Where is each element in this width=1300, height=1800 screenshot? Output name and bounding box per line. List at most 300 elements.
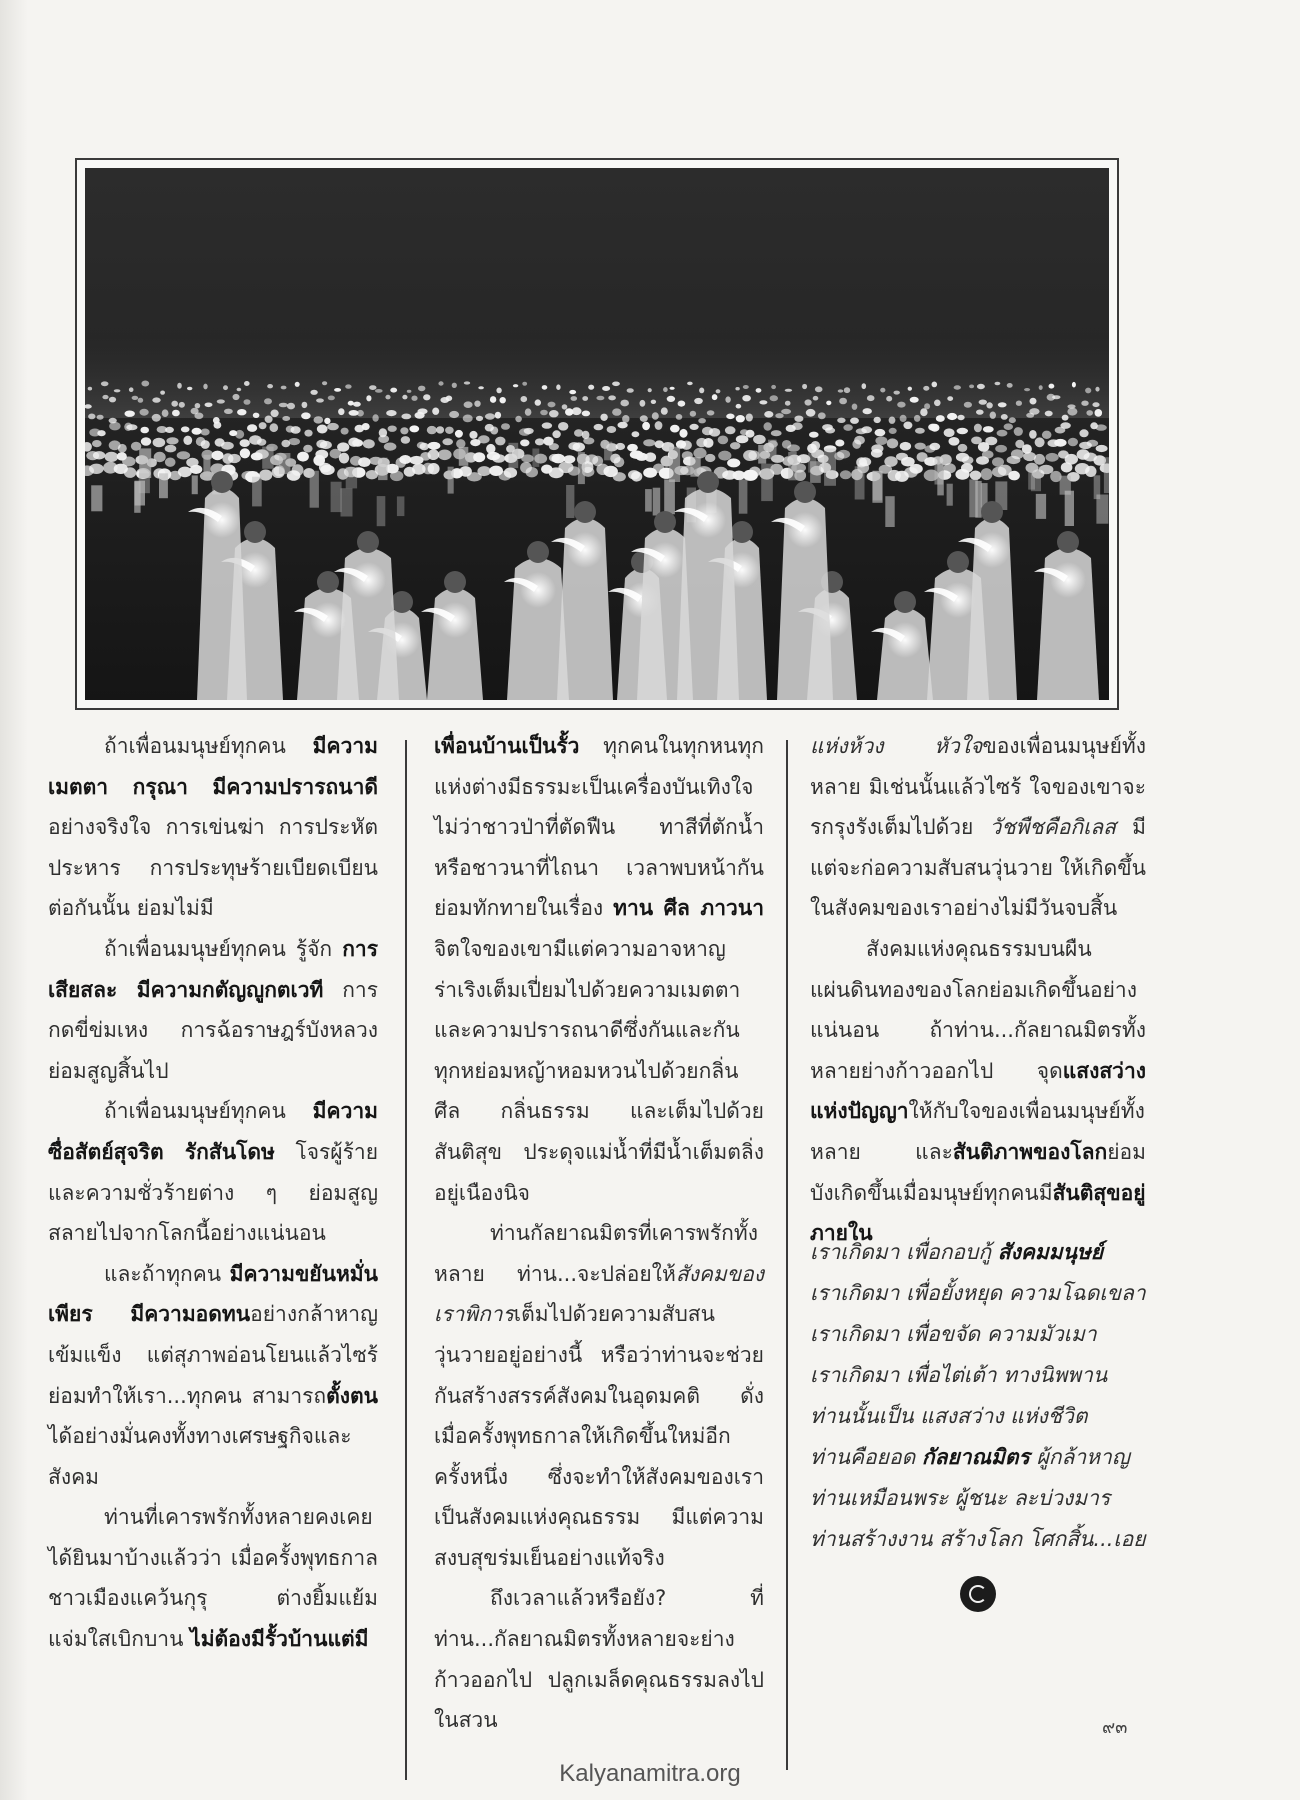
candle-light: [764, 411, 773, 418]
candle-light: [540, 410, 548, 416]
candle-light: [640, 415, 648, 422]
candle-light: [1039, 385, 1043, 390]
candle-light: [718, 436, 729, 445]
candle-light: [982, 450, 994, 458]
distant-figure: [937, 464, 944, 495]
bold-text: ไม่ต้องมีรั้วบ้านแต่มี: [190, 1627, 369, 1652]
bold-text: มีความขยันหมั่นเพียร มีความอดทน: [48, 1261, 378, 1327]
candle-light: [1024, 388, 1030, 391]
candle-light: [525, 408, 532, 415]
candle-light: [445, 427, 454, 434]
candle-light: [411, 396, 417, 401]
candle-light: [736, 404, 742, 409]
candle-light: [618, 422, 628, 429]
poem-line: ท่านเหมือนพระ ผู้ชนะ ละบ่วงมาร: [810, 1486, 1111, 1510]
candle-light: [1087, 440, 1098, 447]
candle-light: [818, 412, 826, 419]
candle-light: [957, 428, 968, 434]
candle-light: [194, 413, 203, 420]
candle-light: [345, 384, 351, 388]
candle-light: [736, 435, 749, 443]
worshipper-figure: [674, 471, 739, 700]
candle-light: [548, 402, 556, 408]
candle-light: [244, 399, 251, 405]
candle-light: [221, 442, 234, 450]
candle-light: [496, 388, 501, 394]
candle-light: [102, 395, 108, 399]
text-run: ผู้กล้าหาญ: [1029, 1445, 1130, 1469]
candle-light: [998, 402, 1007, 407]
candle-light: [651, 400, 656, 404]
candle-light: [897, 402, 905, 408]
candle-light: [1086, 410, 1093, 416]
candle-light: [521, 396, 528, 402]
distant-figure: [532, 449, 539, 467]
candle-light: [388, 426, 397, 432]
candle-light: [183, 436, 192, 445]
candle-light: [1052, 395, 1060, 399]
candle-light: [301, 412, 311, 419]
candle-light: [694, 398, 703, 404]
candle-light: [1042, 431, 1052, 439]
candle-light: [495, 437, 505, 446]
candle-light: [469, 431, 477, 439]
candle-light: [438, 381, 443, 385]
candle-light: [399, 455, 411, 464]
candle-light: [535, 438, 544, 445]
candle-light: [908, 387, 912, 391]
candle-light: [126, 424, 137, 430]
candle-light: [613, 472, 626, 481]
candle-light: [375, 389, 383, 393]
candle-light: [837, 450, 850, 459]
candle-light: [970, 471, 981, 481]
distant-figure: [1094, 475, 1101, 499]
distant-figure: [1028, 471, 1035, 489]
candle-light: [303, 445, 312, 453]
bold-text: การเสียสละ มีความกตัญญูกตเวที: [48, 936, 378, 1002]
candle-light: [400, 427, 408, 434]
site-watermark: Kalyanamitra.org: [559, 1760, 741, 1787]
candle-light: [932, 382, 938, 388]
candle-light: [977, 384, 985, 389]
distant-figure: [604, 442, 612, 461]
candle-light: [705, 454, 715, 462]
candle-light: [614, 457, 625, 467]
candle-light: [464, 401, 473, 408]
paragraph-5: [48, 1497, 378, 1659]
candle-light: [101, 381, 109, 386]
candle-light: [645, 452, 656, 462]
candle-light: [693, 448, 706, 459]
candle-light: [840, 470, 851, 479]
candle-light: [552, 454, 566, 464]
candle-light: [253, 413, 260, 418]
candle-light: [165, 427, 174, 433]
candle-light: [981, 468, 993, 480]
candle-light: [320, 441, 332, 449]
distant-figure: [690, 457, 700, 477]
candle-light: [223, 385, 228, 390]
candle-light: [1068, 438, 1078, 447]
candle-light: [281, 386, 287, 390]
candle-light: [620, 400, 629, 407]
candle-light: [775, 413, 783, 418]
candle-light: [152, 397, 160, 402]
candle-light: [1095, 424, 1106, 430]
candle-light: [378, 435, 389, 443]
candle-light: [88, 387, 92, 391]
candle-light: [165, 445, 177, 453]
text-run: ถ้าเพื่อนมนุษย์ทุกคน: [104, 734, 313, 758]
bold-text: เพื่อนบ้านเป็นรั้ว: [434, 734, 580, 758]
candle-light: [201, 429, 210, 436]
candle-light: [352, 439, 363, 446]
candle-light: [315, 450, 328, 460]
candle-light: [328, 396, 335, 401]
distant-figure: [139, 473, 150, 493]
text-run: ทุกคนในทุกหนทุกแห่งต่างมีธรรมะเป็นเครื่องบันเทิงใจ ไม่ว่าชาวป่าที่ตัดฟืน ทาสีที่ตักน้ำ หรือชาวนาที่ไถนา เวลาพบหน้ากันย่อมทักทายในเรื่อง: [434, 734, 764, 921]
distant-figure: [331, 482, 342, 512]
candle-light: [678, 401, 686, 407]
candle-light: [237, 409, 246, 415]
candle-light: [612, 382, 620, 387]
candle-light: [446, 396, 453, 402]
candle-light: [1034, 454, 1045, 465]
candle-light: [270, 423, 279, 432]
candle-light: [825, 427, 835, 433]
candle-light: [771, 430, 782, 436]
candle-light: [681, 441, 692, 450]
candle-light: [179, 402, 185, 408]
candle-light: [339, 453, 349, 464]
bold-text: กัลยาณมิตร: [921, 1445, 1030, 1469]
paragraph-3: [48, 1091, 378, 1253]
candle-light: [297, 452, 309, 462]
candle-light: [571, 396, 578, 401]
candle-light: [1085, 388, 1091, 394]
bold-text: มีความซื่อสัตย์สุจริต รักสันโดษ: [48, 1099, 378, 1164]
candle-light: [401, 414, 411, 420]
worshipper-figure: [871, 591, 933, 700]
text-run: ท่านกัลยาณมิตรที่เคารพรักทั้งหลาย ท่าน...จะปล่อยให้: [434, 1221, 758, 1286]
candle-light: [627, 388, 634, 393]
candle-light: [1072, 382, 1076, 388]
bold-text: สันติสุขอยู่ภายใน: [810, 1180, 1146, 1246]
candle-light: [979, 400, 987, 405]
candle-light: [813, 396, 819, 401]
candle-light: [524, 428, 534, 434]
candle-light: [889, 417, 896, 424]
candle-light: [264, 398, 272, 404]
candle-light: [178, 467, 192, 478]
distant-figure: [768, 440, 777, 459]
candle-light: [947, 413, 957, 420]
distant-figure: [397, 496, 405, 516]
candle-light: [341, 428, 349, 435]
candle-light: [477, 466, 491, 476]
candle-light: [600, 414, 607, 421]
candle-light: [837, 418, 845, 423]
distant-figure: [377, 496, 386, 526]
distant-figure: [459, 447, 469, 466]
candle-light: [887, 438, 898, 448]
text-run: สังคมแห่งคุณธรรมบนผืนแผ่นดินทองของโลกย่อมเกิดขึ้นอย่างแน่นอน ถ้าท่าน...กัลยาณมิตรทั้งหลายย่างก้าวออกไป จุด: [810, 936, 1146, 1083]
candle-light: [1095, 409, 1103, 417]
candle-light: [1035, 437, 1045, 447]
candle-light: [648, 388, 652, 392]
bold-text: สังคมมนุษย์: [997, 1240, 1104, 1264]
candle-light: [642, 422, 650, 430]
candle-light: [718, 451, 731, 461]
candle-light: [746, 414, 753, 422]
candle-light: [753, 435, 766, 444]
candle-light: [699, 388, 704, 394]
candle-light: [552, 430, 560, 438]
distant-figure: [1104, 457, 1109, 493]
candle-light: [153, 438, 166, 448]
distant-figure: [192, 475, 198, 494]
distant-figure: [346, 467, 357, 489]
candle-light: [976, 410, 984, 415]
candle-light: [914, 415, 921, 422]
candle-light: [900, 442, 911, 451]
candle-light: [385, 395, 390, 400]
candle-light: [640, 400, 646, 407]
candle-light: [177, 451, 190, 459]
candle-light: [449, 411, 459, 418]
candle-light: [476, 416, 483, 421]
candle-light: [348, 401, 354, 406]
candle-light: [474, 401, 480, 407]
candle-light: [903, 422, 912, 430]
distant-figure: [1065, 491, 1074, 526]
candle-light: [983, 426, 994, 432]
candle-light: [1095, 387, 1099, 392]
candle-light: [513, 384, 518, 387]
candle-light: [287, 403, 295, 410]
candle-light: [862, 383, 867, 389]
poem-line: เราเกิดมา เพื่อขจัด ความมัวเมา: [810, 1322, 1097, 1346]
candle-light: [521, 454, 534, 462]
candle-light: [1081, 401, 1088, 406]
candle-light: [843, 424, 852, 431]
candle-light: [944, 428, 955, 437]
article-column-1: [48, 726, 378, 1660]
candle-light: [436, 426, 444, 433]
candle-light: [217, 399, 225, 403]
candle-light: [712, 394, 718, 400]
candle-light: [515, 416, 522, 422]
candle-light: [132, 396, 139, 400]
candle-light: [314, 416, 324, 423]
candle-light: [806, 409, 816, 417]
candle-light: [787, 444, 800, 451]
candle-light: [317, 425, 328, 434]
candle-light: [709, 428, 720, 437]
candle-light: [915, 443, 926, 450]
bold-text: ตั้งตน: [326, 1383, 378, 1408]
candle-light: [964, 402, 972, 408]
candle-light: [995, 382, 1001, 385]
candle-light: [582, 396, 588, 401]
candle-light: [583, 437, 594, 444]
distant-figure: [947, 484, 953, 506]
candle-light: [835, 440, 844, 447]
candle-light: [338, 408, 344, 415]
candle-light: [401, 436, 410, 444]
candle-light: [929, 443, 940, 450]
distant-figure: [872, 471, 882, 503]
candle-light: [1060, 422, 1070, 429]
text-run: ท่านที่เคารพรักทั้งหลายคงเคยได้ยินมาบ้างแล้วว่า เมื่อครั้งพุทธกาลชาวเมืองแคว้นกุรุ ต่างยิ้มแย้มแจ่มใสเบิกบาน: [48, 1505, 378, 1652]
candle-light: [224, 409, 233, 414]
candle-light: [504, 468, 517, 478]
candle-light: [1029, 408, 1039, 415]
candle-light: [172, 410, 180, 417]
poem-line: [810, 1232, 1150, 1273]
candle-light: [771, 385, 776, 389]
candle-light: [612, 408, 621, 415]
paragraph-8: [434, 1578, 764, 1740]
candle-light: [535, 399, 541, 405]
candle-light: [417, 408, 427, 414]
end-mark-icon: [960, 1576, 996, 1612]
distant-figure: [808, 453, 816, 473]
candle-light: [1062, 415, 1069, 421]
candle-light: [288, 438, 300, 445]
text-run: ถึงเวลาแล้วหรือยัง? ที่ท่าน...กัลยาณมิตรทั้งหลายจะย่างก้าวออกไป ปลูกเมล็ดคุณธรรมลงไปในสวน: [434, 1586, 764, 1733]
distant-figure: [262, 447, 273, 469]
bold-text: แสงสว่างแห่งปัญญา: [810, 1058, 1146, 1124]
candle-light: [663, 387, 668, 392]
candle-light: [160, 391, 165, 395]
candle-light: [386, 410, 396, 416]
candle-light: [809, 432, 819, 438]
candle-light: [974, 424, 982, 433]
italic-text: แห่งห้วง หัวใจ: [810, 734, 983, 758]
article-column-2: [434, 726, 764, 1741]
distant-figure: [341, 488, 353, 516]
paragraph-1: [48, 726, 378, 929]
candle-light: [501, 423, 510, 430]
text-run: จิตใจของเขามีแต่ความอาจหาญร่าเริงเต็มเปี่ยมไปด้วยความเมตตาและความปรารถนาดีซึ่งกันและกัน ทุกหย่อมหญ้าหอมหวนไปด้วยกลิ่นศีล กลิ่นธรรม และเต็มไปด้วยสันติสุข ประดุจแม่น้ำที่มีน้ำเต็มตลิ่งอยู่เนืองนิจ: [434, 936, 764, 1205]
candle-light: [594, 424, 604, 430]
article-column-3: [810, 726, 1146, 1254]
candle-light: [746, 430, 755, 438]
candle-light: [265, 416, 273, 423]
candle-light: [608, 395, 616, 400]
candle-light: [324, 418, 330, 424]
candle-light: [867, 395, 875, 401]
candle-light: [473, 452, 485, 462]
text-run: โจรผู้ร้ายและความชั่วร้ายต่าง ๆ ย่อมสูญสลายไปจากโลกนี้อย่างแน่นอน: [48, 1139, 378, 1246]
candle-light: [114, 389, 121, 392]
candle-light: [749, 467, 761, 477]
candle-light: [366, 395, 371, 401]
candle-light: [442, 438, 453, 445]
candle-light: [89, 464, 104, 474]
text-run: เราเกิดมา เพื่อกอบกู้: [810, 1240, 998, 1264]
candle-light: [267, 384, 273, 388]
candle-light: [233, 394, 240, 400]
text-run: อย่างจริงใจ การเข่นฆ่า การประหัตประหาร การประทุษร้ายเบียดเบียนต่อกันนั้น ย่อมไม่มี: [48, 815, 378, 921]
candle-light: [607, 426, 617, 433]
candle-light: [259, 422, 267, 429]
candle-light: [556, 384, 560, 390]
candle-light: [316, 398, 324, 402]
distant-figure: [1036, 494, 1046, 519]
candle-light: [212, 451, 224, 461]
candle-light: [794, 416, 803, 422]
candle-light: [661, 407, 668, 414]
candle-light: [690, 424, 699, 430]
candle-light: [362, 423, 370, 430]
worshipper-figure: [1034, 531, 1099, 700]
candle-light: [954, 385, 961, 389]
candle-light: [181, 426, 190, 432]
candle-light: [667, 396, 675, 402]
candle-light: [915, 428, 925, 434]
candle-light: [542, 422, 552, 428]
candle-light: [874, 417, 881, 423]
candle-light: [725, 396, 730, 402]
candle-light: [171, 401, 178, 407]
distant-figure: [758, 445, 766, 464]
candle-light: [670, 425, 680, 433]
candle-light: [969, 385, 974, 389]
candle-light: [322, 381, 327, 385]
candle-light: [140, 409, 149, 416]
candle-light: [490, 427, 498, 435]
candle-light: [1009, 417, 1016, 423]
candle-light: [805, 399, 812, 405]
candle-light: [97, 430, 105, 436]
candle-light: [235, 430, 244, 439]
candle-light: [390, 388, 397, 393]
candle-light: [1011, 449, 1024, 459]
candle-light: [596, 396, 604, 401]
poem-line: [810, 1437, 1150, 1478]
candle-light: [384, 443, 397, 451]
candle-light: [815, 386, 823, 392]
candle-light: [631, 471, 642, 481]
candle-light: [390, 471, 403, 481]
distant-figure: [252, 477, 262, 507]
candle-light: [141, 381, 149, 387]
candle-light: [854, 436, 865, 445]
candle-light: [372, 414, 378, 422]
candle-light: [420, 443, 429, 451]
candle-light: [292, 464, 304, 476]
candle-light: [192, 428, 202, 435]
candle-light: [428, 463, 440, 474]
candle-light: [93, 451, 105, 459]
candle-light: [643, 439, 655, 446]
candle-light: [725, 426, 736, 434]
candle-light: [572, 407, 582, 415]
distant-figure: [885, 496, 894, 527]
candle-light: [358, 457, 370, 467]
paragraph-9: [810, 726, 1146, 929]
candle-light: [785, 401, 791, 406]
candle-light: [670, 387, 675, 390]
text-run: ให้กับใจของเพื่อนมนุษย์ทั้งหลาย และ: [810, 1099, 1145, 1164]
candle-light: [861, 426, 872, 433]
distant-figure: [578, 452, 585, 484]
bold-text: มีความเมตตา กรุณา มีความปรารถนาดี: [48, 734, 378, 799]
candle-light: [369, 385, 376, 390]
